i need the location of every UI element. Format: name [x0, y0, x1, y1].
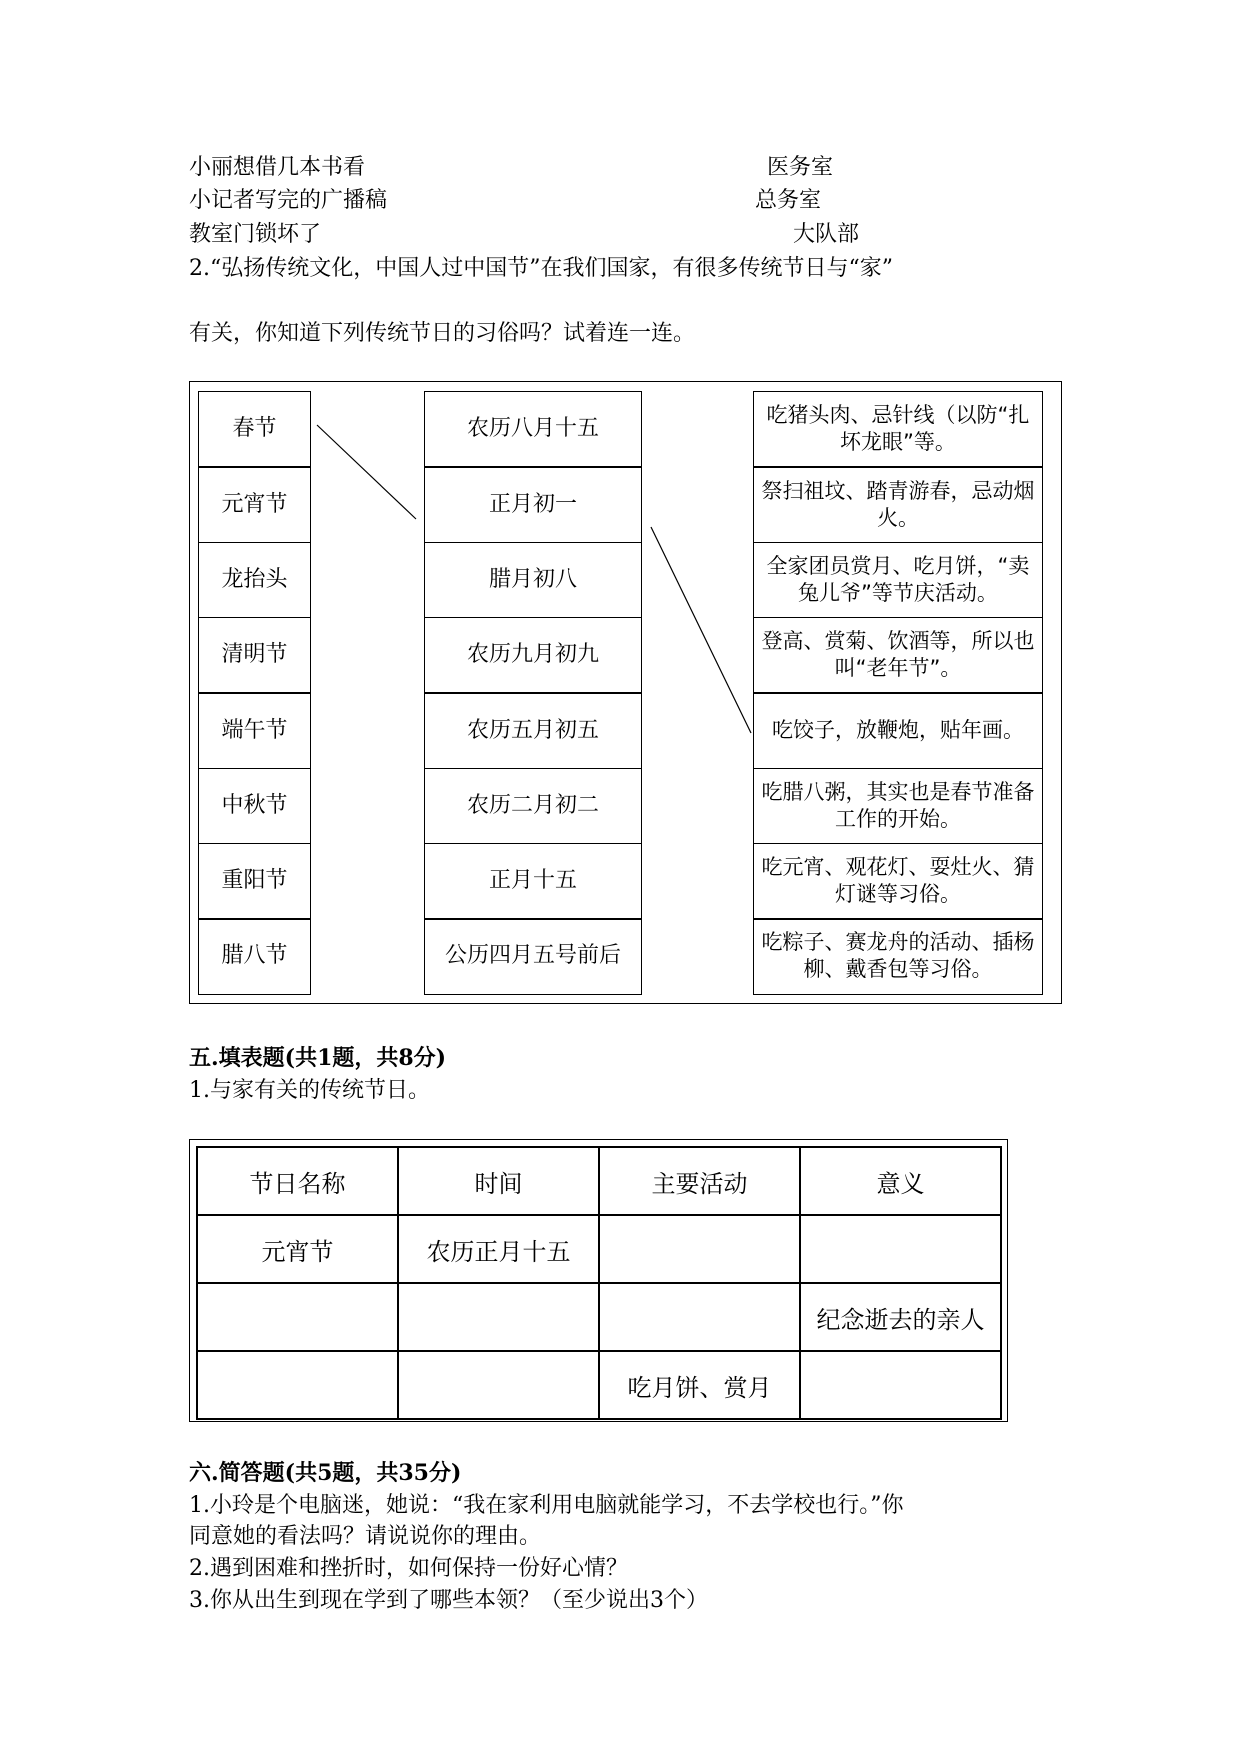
festival-fill-table	[196, 1146, 1002, 1420]
header-time: 时间	[398, 1147, 599, 1215]
table-row	[197, 1351, 1001, 1419]
q1-right-1: 医务室	[767, 155, 834, 180]
section6-q1-line1: 1.小玲是个电脑迷，她说：“我在家利用电脑就能学习，不去学校也行。”你	[189, 1493, 904, 1518]
section6-heading: 六.简答题(共5题，共35分)	[189, 1460, 462, 1486]
table-cell: 吃月饼、赏月	[599, 1351, 800, 1419]
section5-q1: 1.与家有关的传统节日。	[189, 1078, 430, 1103]
table-row	[197, 1215, 1001, 1283]
q1-left-3: 教室门锁坏了	[189, 222, 322, 247]
table-cell: 元宵节	[197, 1215, 398, 1283]
table-header-row	[197, 1147, 1001, 1215]
custom-cell[interactable]: 登高、赏菊、饮酒等，所以也叫“老年节”。	[753, 617, 1043, 694]
festival-cell[interactable]: 龙抬头	[198, 542, 311, 619]
q1-right-3: 大队部	[793, 222, 860, 247]
custom-cell[interactable]: 吃元宵、观花灯、耍灶火、猜灯谜等习俗。	[753, 843, 1043, 920]
festival-cell[interactable]: 腊八节	[198, 918, 311, 995]
custom-cell[interactable]: 吃腊八粥，其实也是春节准备工作的开始。	[753, 768, 1043, 845]
table-cell-blank[interactable]	[800, 1351, 1001, 1419]
festival-cell[interactable]: 春节	[198, 391, 311, 468]
festival-cell[interactable]: 中秋节	[198, 768, 311, 845]
table-cell-blank[interactable]	[599, 1283, 800, 1351]
table-cell-blank[interactable]	[398, 1351, 599, 1419]
section6-q2: 2.遇到困难和挫折时，如何保持一份好心情？	[189, 1556, 628, 1581]
header-main-activity: 主要活动	[599, 1147, 800, 1215]
date-cell[interactable]: 农历九月初九	[424, 617, 642, 694]
table-cell: 农历正月十五	[398, 1215, 599, 1283]
table-cell-blank[interactable]	[800, 1215, 1001, 1283]
custom-cell[interactable]: 全家团员赏月、吃月饼，“卖兔儿爷”等节庆活动。	[753, 542, 1043, 619]
date-cell[interactable]: 农历八月十五	[424, 391, 642, 468]
date-cell[interactable]: 腊月初八	[424, 542, 642, 619]
date-cell[interactable]: 正月十五	[424, 843, 642, 920]
custom-cell[interactable]: 吃饺子，放鞭炮，贴年画。	[753, 692, 1043, 769]
table-row	[197, 1283, 1001, 1351]
custom-cell[interactable]: 祭扫祖坟、踏青游春，忌动烟火。	[753, 466, 1043, 543]
date-cell[interactable]: 农历二月初二	[424, 768, 642, 845]
header-festival-name: 节日名称	[197, 1147, 398, 1215]
date-cell[interactable]: 公历四月五号前后	[424, 918, 642, 995]
section6-q3: 3.你从出生到现在学到了哪些本领？（至少说出3个）	[189, 1588, 708, 1613]
section5-heading: 五.填表题(共1题，共8分)	[189, 1045, 447, 1071]
q2-text-line2: 有关，你知道下列传统节日的习俗吗？试着连一连。	[189, 321, 696, 346]
date-cell[interactable]: 农历五月初五	[424, 692, 642, 769]
festival-cell[interactable]: 元宵节	[198, 466, 311, 543]
section6-q1-line2: 同意她的看法吗？请说说你的理由。	[189, 1524, 542, 1549]
table-cell-blank[interactable]	[197, 1351, 398, 1419]
festival-cell[interactable]: 清明节	[198, 617, 311, 694]
q1-left-2: 小记者写完的广播稿	[189, 188, 388, 213]
header-meaning: 意义	[800, 1147, 1001, 1215]
table-cell: 纪念逝去的亲人	[800, 1283, 1001, 1351]
festival-cell[interactable]: 重阳节	[198, 843, 311, 920]
table-cell-blank[interactable]	[197, 1283, 398, 1351]
q1-left-1: 小丽想借几本书看	[189, 155, 366, 180]
q1-right-2: 总务室	[755, 188, 822, 213]
custom-cell[interactable]: 吃粽子、赛龙舟的活动、插杨柳、戴香包等习俗。	[753, 918, 1043, 995]
table-cell-blank[interactable]	[398, 1283, 599, 1351]
festival-cell[interactable]: 端午节	[198, 692, 311, 769]
table-cell-blank[interactable]	[599, 1215, 800, 1283]
custom-cell[interactable]: 吃猪头肉、忌针线（以防“扎坏龙眼”等。	[753, 391, 1043, 468]
q2-text-line1: 2.“弘扬传统文化，中国人过中国节”在我们国家，有很多传统节日与“家”	[189, 256, 893, 281]
date-cell[interactable]: 正月初一	[424, 466, 642, 543]
